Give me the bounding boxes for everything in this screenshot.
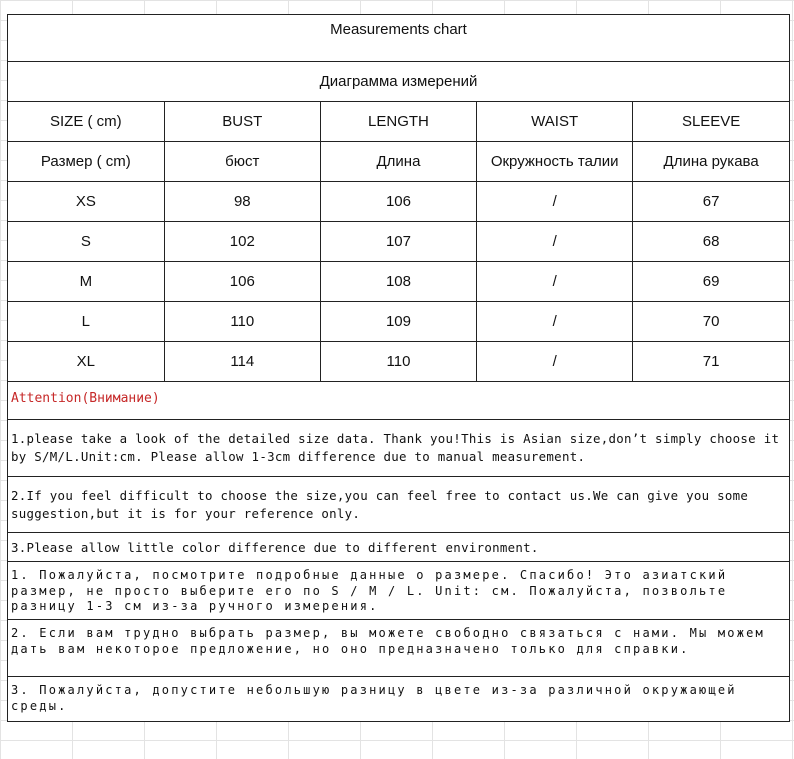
header-cell: WAIST: [477, 102, 633, 142]
sleeve-cell: 68: [633, 222, 789, 262]
bust-cell: 106: [164, 262, 320, 302]
size-cell: M: [8, 262, 164, 302]
bust-cell: 110: [164, 302, 320, 342]
attention-heading: Attention(Внимание): [11, 391, 160, 406]
length-cell: 107: [320, 222, 476, 262]
table-row: [8, 302, 789, 342]
note-en-1: 1.please take a look of the detailed size data. Thank you!This is Asian size,don’t simply choose it by S/M/L.Unit:cm. Please allow 1-3cm difference due to manual measurement.: [8, 419, 789, 476]
table-row: [8, 342, 789, 382]
header-cell: Окружность талии: [477, 142, 633, 182]
header-cell: SIZE ( cm): [8, 102, 164, 142]
length-cell: 108: [320, 262, 476, 302]
waist-cell: /: [477, 262, 633, 302]
note-en-2: 2.If you feel difficult to choose the size,you can feel free to contact us.We can give you some suggestion,but it is for your reference only.: [8, 476, 789, 532]
sleeve-cell: 67: [633, 182, 789, 222]
size-cell: L: [8, 302, 164, 342]
sleeve-cell: 71: [633, 342, 789, 382]
waist-cell: /: [477, 302, 633, 342]
waist-cell: /: [477, 182, 633, 222]
size-cell: S: [8, 222, 164, 262]
note-ru-2: 2. Если вам трудно выбрать размер, вы можете свободно связаться с нами. Мы можем дать вам некоторое предложение, но оно предназначено только для справки.: [8, 619, 789, 676]
header-row-ru: [8, 142, 789, 182]
header-cell: Размер ( cm): [8, 142, 164, 182]
size-cell: XL: [8, 342, 164, 382]
length-cell: 109: [320, 302, 476, 342]
length-cell: 110: [320, 342, 476, 382]
table-row: [8, 262, 789, 302]
size-cell: XS: [8, 182, 164, 222]
size-chart-sheet: [7, 14, 790, 722]
header-cell: Длина: [320, 142, 476, 182]
note-en-3: 3.Please allow little color difference due to different environment.: [8, 532, 789, 561]
chart-title-ru: Диаграмма измерений: [8, 62, 789, 102]
bust-cell: 98: [164, 182, 320, 222]
waist-cell: /: [477, 342, 633, 382]
sleeve-cell: 69: [633, 262, 789, 302]
waist-cell: /: [477, 222, 633, 262]
header-cell: BUST: [164, 102, 320, 142]
note-ru-1: 1. Пожалуйста, посмотрите подробные данные о размере. Спасибо! Это азиатский размер, не просто выберите его по S / M / L. Unit: см. Пожалуйста, позвольте разницу 1-3 см из-за ручного измерения.: [8, 561, 789, 619]
header-cell: Длина рукава: [633, 142, 789, 182]
header-cell: LENGTH: [320, 102, 476, 142]
note-ru-3: 3. Пожалуйста, допустите небольшую разницу в цвете из-за различной окружающей среды.: [8, 676, 789, 721]
table-row: [8, 222, 789, 262]
length-cell: 106: [320, 182, 476, 222]
chart-title-en: Measurements chart: [8, 15, 789, 62]
header-cell: SLEEVE: [633, 102, 789, 142]
header-cell: бюст: [164, 142, 320, 182]
header-row-en: [8, 102, 789, 142]
bust-cell: 114: [164, 342, 320, 382]
bust-cell: 102: [164, 222, 320, 262]
size-table: [8, 102, 789, 382]
table-row: [8, 182, 789, 222]
sleeve-cell: 70: [633, 302, 789, 342]
